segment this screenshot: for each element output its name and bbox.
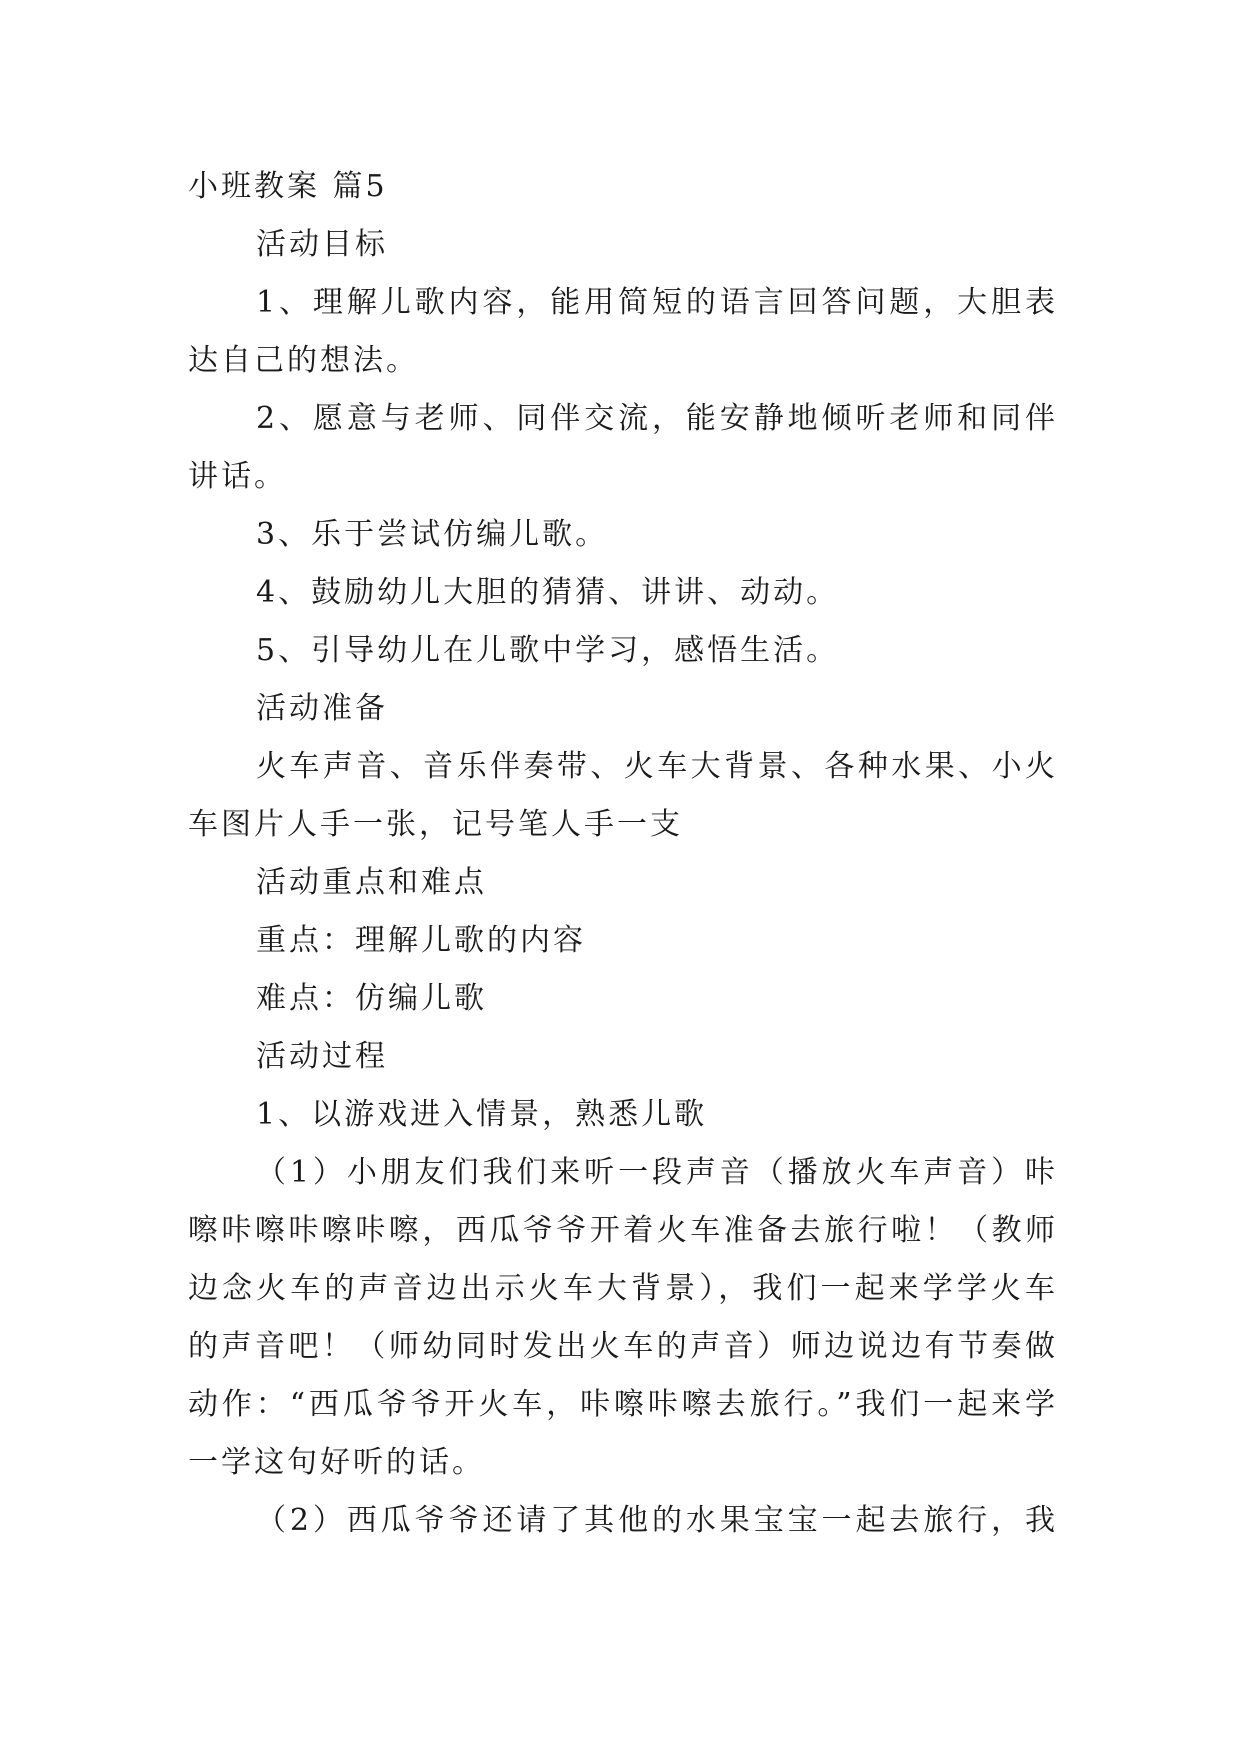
goal-3: 3、乐于尝试仿编儿歌。 — [256, 517, 609, 552]
heading-goals: 活动目标 — [256, 227, 388, 262]
preparation-line-2: 车图片人手一张，记号笔人手一支 — [188, 807, 683, 842]
goal-2-line-1: 2、愿意与老师、同伴交流，能安静地倾听老师和同伴 — [256, 401, 1058, 436]
document-title: 小班教案 篇5 — [188, 169, 388, 204]
substep-2-line-1: （2）西瓜爷爷还请了其他的水果宝宝一起去旅行，我 — [256, 1503, 1058, 1538]
substep-1-line-6: 一学这句好听的话。 — [188, 1445, 485, 1480]
substep-1-line-2: 嚓咔嚓咔嚓咔嚓，西瓜爷爷开着火车准备去旅行啦！（教师 — [188, 1213, 1058, 1248]
goal-5: 5、引导幼儿在儿歌中学习，感悟生活。 — [256, 633, 840, 668]
process-step-1: 1、以游戏进入情景，熟悉儿歌 — [256, 1097, 708, 1132]
difficult-point: 难点：仿编儿歌 — [256, 981, 487, 1016]
heading-process: 活动过程 — [256, 1039, 388, 1074]
heading-key-points: 活动重点和难点 — [256, 865, 487, 900]
preparation-line-1: 火车声音、音乐伴奏带、火车大背景、各种水果、小火 — [256, 749, 1058, 784]
substep-1-line-5: 动作：“西瓜爷爷开火车，咔嚓咔嚓去旅行。”我们一起来学 — [188, 1387, 1058, 1422]
goal-1-line-2: 达自己的想法。 — [188, 343, 419, 378]
substep-1-line-3: 边念火车的声音边出示火车大背景），我们一起来学学火车 — [188, 1271, 1058, 1306]
heading-preparation: 活动准备 — [256, 691, 388, 726]
goal-1-line-1: 1、理解儿歌内容，能用简短的语言回答问题，大胆表 — [256, 285, 1058, 320]
goal-2-line-2: 讲话。 — [188, 459, 287, 494]
goal-4: 4、鼓励幼儿大胆的猜猜、讲讲、动动。 — [256, 575, 840, 610]
key-point: 重点：理解儿歌的内容 — [256, 923, 586, 958]
document-body — [188, 158, 1058, 1550]
substep-1-line-4: 的声音吧！（师幼同时发出火车的声音）师边说边有节奏做 — [188, 1329, 1058, 1364]
substep-1-line-1: （1）小朋友们我们来听一段声音（播放火车声音）咔 — [256, 1155, 1058, 1190]
